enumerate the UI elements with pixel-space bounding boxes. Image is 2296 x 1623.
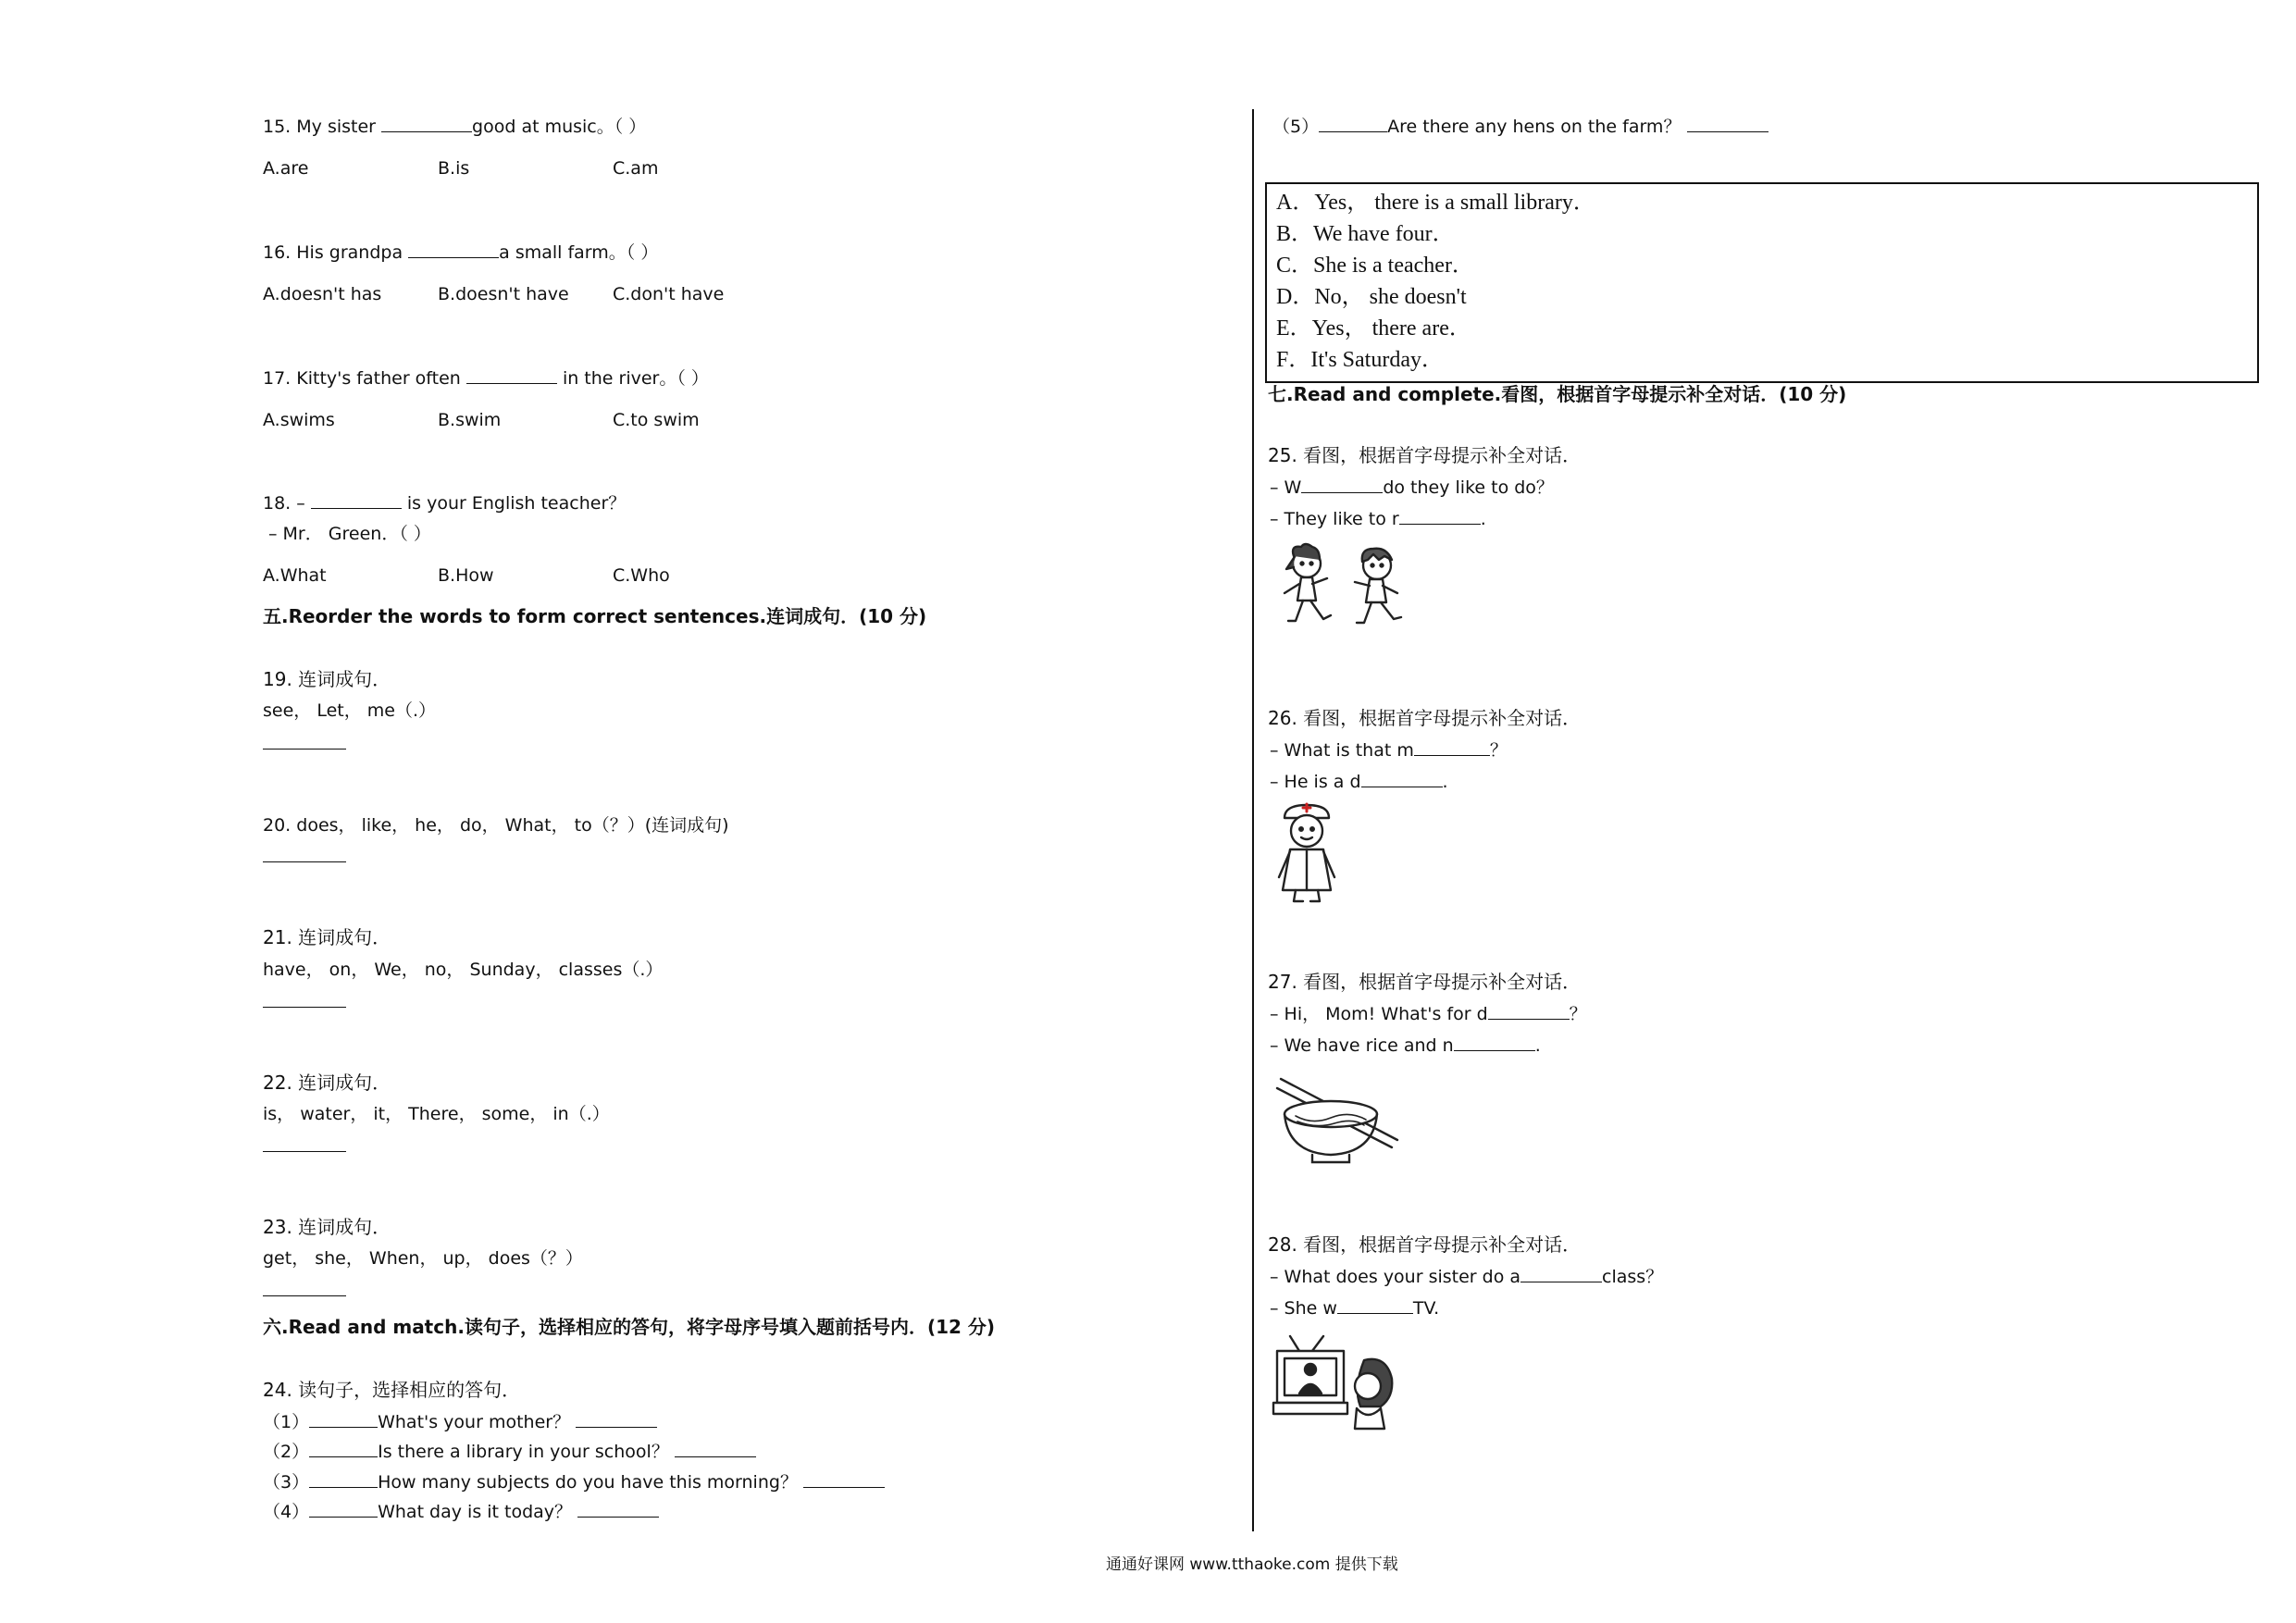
answer-blank[interactable] <box>309 1500 378 1518</box>
option-a: A.are <box>263 158 309 179</box>
question-19-words: see， Let， me（.） <box>263 700 436 721</box>
item-text: How many subjects do you have this morning？ <box>378 1472 798 1493</box>
item-number: （1） <box>263 1412 310 1432</box>
question-text: is your English teacher？ <box>406 493 627 514</box>
question-22-words: is， water， it， There， some， in（.） <box>263 1104 610 1124</box>
option-c: C.to swim <box>613 410 700 430</box>
running-children-picture <box>1277 541 1425 643</box>
answer-option-f: F．It's Saturday． <box>1276 348 1444 372</box>
question-28-title: 28. 看图，根据首字母提示补全对话． <box>1268 1233 1582 1256</box>
question-20-words: 20. does， like， he， do， What， to（？）(连词成句) <box>263 815 729 836</box>
item-text: Are there any hens on the farm？ <box>1387 117 1682 137</box>
dialog-line-2 <box>1270 507 1486 530</box>
dialog-text: – She w <box>1270 1298 1337 1319</box>
doctor-picture <box>1270 801 1344 905</box>
dialog-line-2 <box>1270 1296 1439 1319</box>
option-a: A.What <box>263 565 327 586</box>
answer-line[interactable] <box>263 1295 346 1296</box>
answer-line[interactable] <box>263 748 346 750</box>
answer-blank[interactable] <box>803 1470 885 1488</box>
question-text: a small farm。（ ） <box>499 242 659 263</box>
item-text: What day is it today？ <box>378 1502 573 1522</box>
question-text: Kitty's father often <box>296 368 461 389</box>
answer-options-box <box>1265 182 2259 383</box>
question-26-title: 26. 看图，根据首字母提示补全对话． <box>1268 707 1582 729</box>
answer-blank[interactable] <box>408 241 499 258</box>
dialog-text: ？ <box>1569 1004 1587 1024</box>
column-divider <box>1252 109 1254 1531</box>
dialog-text: TV. <box>1412 1298 1440 1319</box>
answer-blank[interactable] <box>576 1410 657 1428</box>
noodle-bowl-picture <box>1275 1073 1403 1166</box>
dialog-text: . <box>1480 509 1486 529</box>
answer-option-d: D．No， she doesn't <box>1276 285 1467 309</box>
dialog-text: . <box>1534 1035 1541 1056</box>
match-item-3 <box>263 1470 885 1493</box>
dialog-text: – W <box>1270 477 1302 498</box>
answer-blank[interactable] <box>309 1410 378 1428</box>
question-number: 15. <box>263 117 292 137</box>
answer-blank[interactable] <box>1319 115 1387 132</box>
answer-blank[interactable] <box>675 1440 756 1457</box>
section-5-heading: 五.Reorder the words to form correct sentences.连词成句．(10 分) <box>263 605 927 627</box>
question-23-words: get， she， When， up， does（？） <box>263 1248 583 1269</box>
answer-blank[interactable] <box>1301 476 1383 493</box>
answer-blank[interactable] <box>1337 1296 1413 1314</box>
option-c: C.Who <box>613 565 670 586</box>
option-c: C.am <box>613 158 659 179</box>
dialog-text: – They like to r <box>1270 509 1399 529</box>
question-text: – <box>296 493 305 514</box>
question-21-title: 21. 连词成句． <box>263 926 391 948</box>
question-text: good at music。（ ） <box>472 117 647 137</box>
dialog-line-1 <box>1270 1002 1587 1025</box>
question-25-title: 25. 看图，根据首字母提示补全对话． <box>1268 444 1582 466</box>
item-number: （2） <box>263 1442 310 1462</box>
question-22-title: 22. 连词成句． <box>263 1072 391 1094</box>
option-b: B.doesn't have <box>438 284 569 304</box>
dialog-text: – Hi， Mom! What's for d <box>1270 1004 1488 1024</box>
answer-blank[interactable] <box>1488 1002 1570 1020</box>
answer-option-b: B．We have four． <box>1276 222 1455 246</box>
question-18-line2: – Mr． Green．（ ） <box>268 524 431 544</box>
page-footer: 通通好课网 www.tthaoke.com 提供下载 <box>1106 1555 1398 1574</box>
question-21-words: have， on， We， no， Sunday， classes（.） <box>263 960 664 980</box>
item-number: （3） <box>263 1472 310 1493</box>
question-16 <box>263 241 658 264</box>
question-24-title: 24. 读句子，选择相应的答句． <box>263 1379 521 1401</box>
dialog-line-1 <box>1270 738 1508 762</box>
answer-line[interactable] <box>263 861 346 862</box>
question-17 <box>263 366 709 390</box>
question-number: 18. <box>263 493 292 514</box>
section-6-heading: 六.Read and match.读句子，选择相应的答句，将字母序号填入题前括号内．(12 分) <box>263 1316 996 1338</box>
answer-blank[interactable] <box>1687 115 1769 132</box>
answer-blank[interactable] <box>1399 507 1481 525</box>
item-text: Is there a library in your school？ <box>378 1442 669 1462</box>
question-15 <box>263 115 646 138</box>
question-19-title: 19. 连词成句． <box>263 668 391 690</box>
dialog-text: – We have rice and n <box>1270 1035 1454 1056</box>
dialog-text: . <box>1442 772 1448 792</box>
answer-line[interactable] <box>263 1006 346 1008</box>
answer-option-c: C．She is a teacher． <box>1276 254 1474 278</box>
section-7-heading: 七.Read and complete.看图，根据首字母提示补全对话．(10 分) <box>1268 383 1847 405</box>
question-text: in the river。（ ） <box>562 368 709 389</box>
option-b: B.How <box>438 565 494 586</box>
item-number: （5） <box>1272 117 1320 137</box>
dialog-text: do they like to do？ <box>1383 477 1554 498</box>
answer-blank[interactable] <box>1520 1265 1602 1282</box>
answer-blank[interactable] <box>381 115 472 132</box>
dialog-text: ？ <box>1489 740 1508 761</box>
question-23-title: 23. 连词成句． <box>263 1216 391 1238</box>
item-text: What's your mother？ <box>378 1412 571 1432</box>
dialog-line-1 <box>1270 476 1554 499</box>
option-c: C.don't have <box>613 284 725 304</box>
answer-line[interactable] <box>263 1150 346 1152</box>
answer-blank[interactable] <box>1361 770 1443 787</box>
question-number: 16. <box>263 242 292 263</box>
answer-blank[interactable] <box>1414 738 1490 756</box>
answer-blank[interactable] <box>466 366 557 384</box>
question-27-title: 27. 看图，根据首字母提示补全对话． <box>1268 971 1582 993</box>
match-item-4 <box>263 1500 659 1523</box>
dialog-text: – What is that m <box>1270 740 1414 761</box>
answer-blank[interactable] <box>311 491 402 509</box>
answer-option-a: A．Yes， there is a small library． <box>1276 191 1595 215</box>
option-b: B.is <box>438 158 470 179</box>
answer-blank[interactable] <box>1454 1034 1535 1051</box>
dialog-text: – What does your sister do a <box>1270 1267 1521 1287</box>
question-text: My sister <box>296 117 376 137</box>
option-a: A.doesn't has <box>263 284 382 304</box>
option-a: A.swims <box>263 410 335 430</box>
match-item-1 <box>263 1410 657 1433</box>
question-number: 17. <box>263 368 292 389</box>
dialog-line-2 <box>1270 1034 1541 1057</box>
option-b: B.swim <box>438 410 502 430</box>
item-number: （4） <box>263 1502 310 1522</box>
match-item-2 <box>263 1440 756 1463</box>
match-item-5 <box>1272 115 1769 138</box>
dialog-text: – He is a d <box>1270 772 1361 792</box>
dialog-text: class？ <box>1602 1267 1664 1287</box>
answer-blank[interactable] <box>309 1440 378 1457</box>
answer-option-e: E．Yes， there are． <box>1276 316 1471 341</box>
question-18 <box>263 491 626 514</box>
dialog-line-2 <box>1270 770 1448 793</box>
girl-watching-tv-picture <box>1272 1332 1401 1432</box>
question-text: His grandpa <box>296 242 403 263</box>
dialog-line-1 <box>1270 1265 1663 1288</box>
answer-blank[interactable] <box>309 1470 378 1488</box>
answer-blank[interactable] <box>577 1500 659 1518</box>
